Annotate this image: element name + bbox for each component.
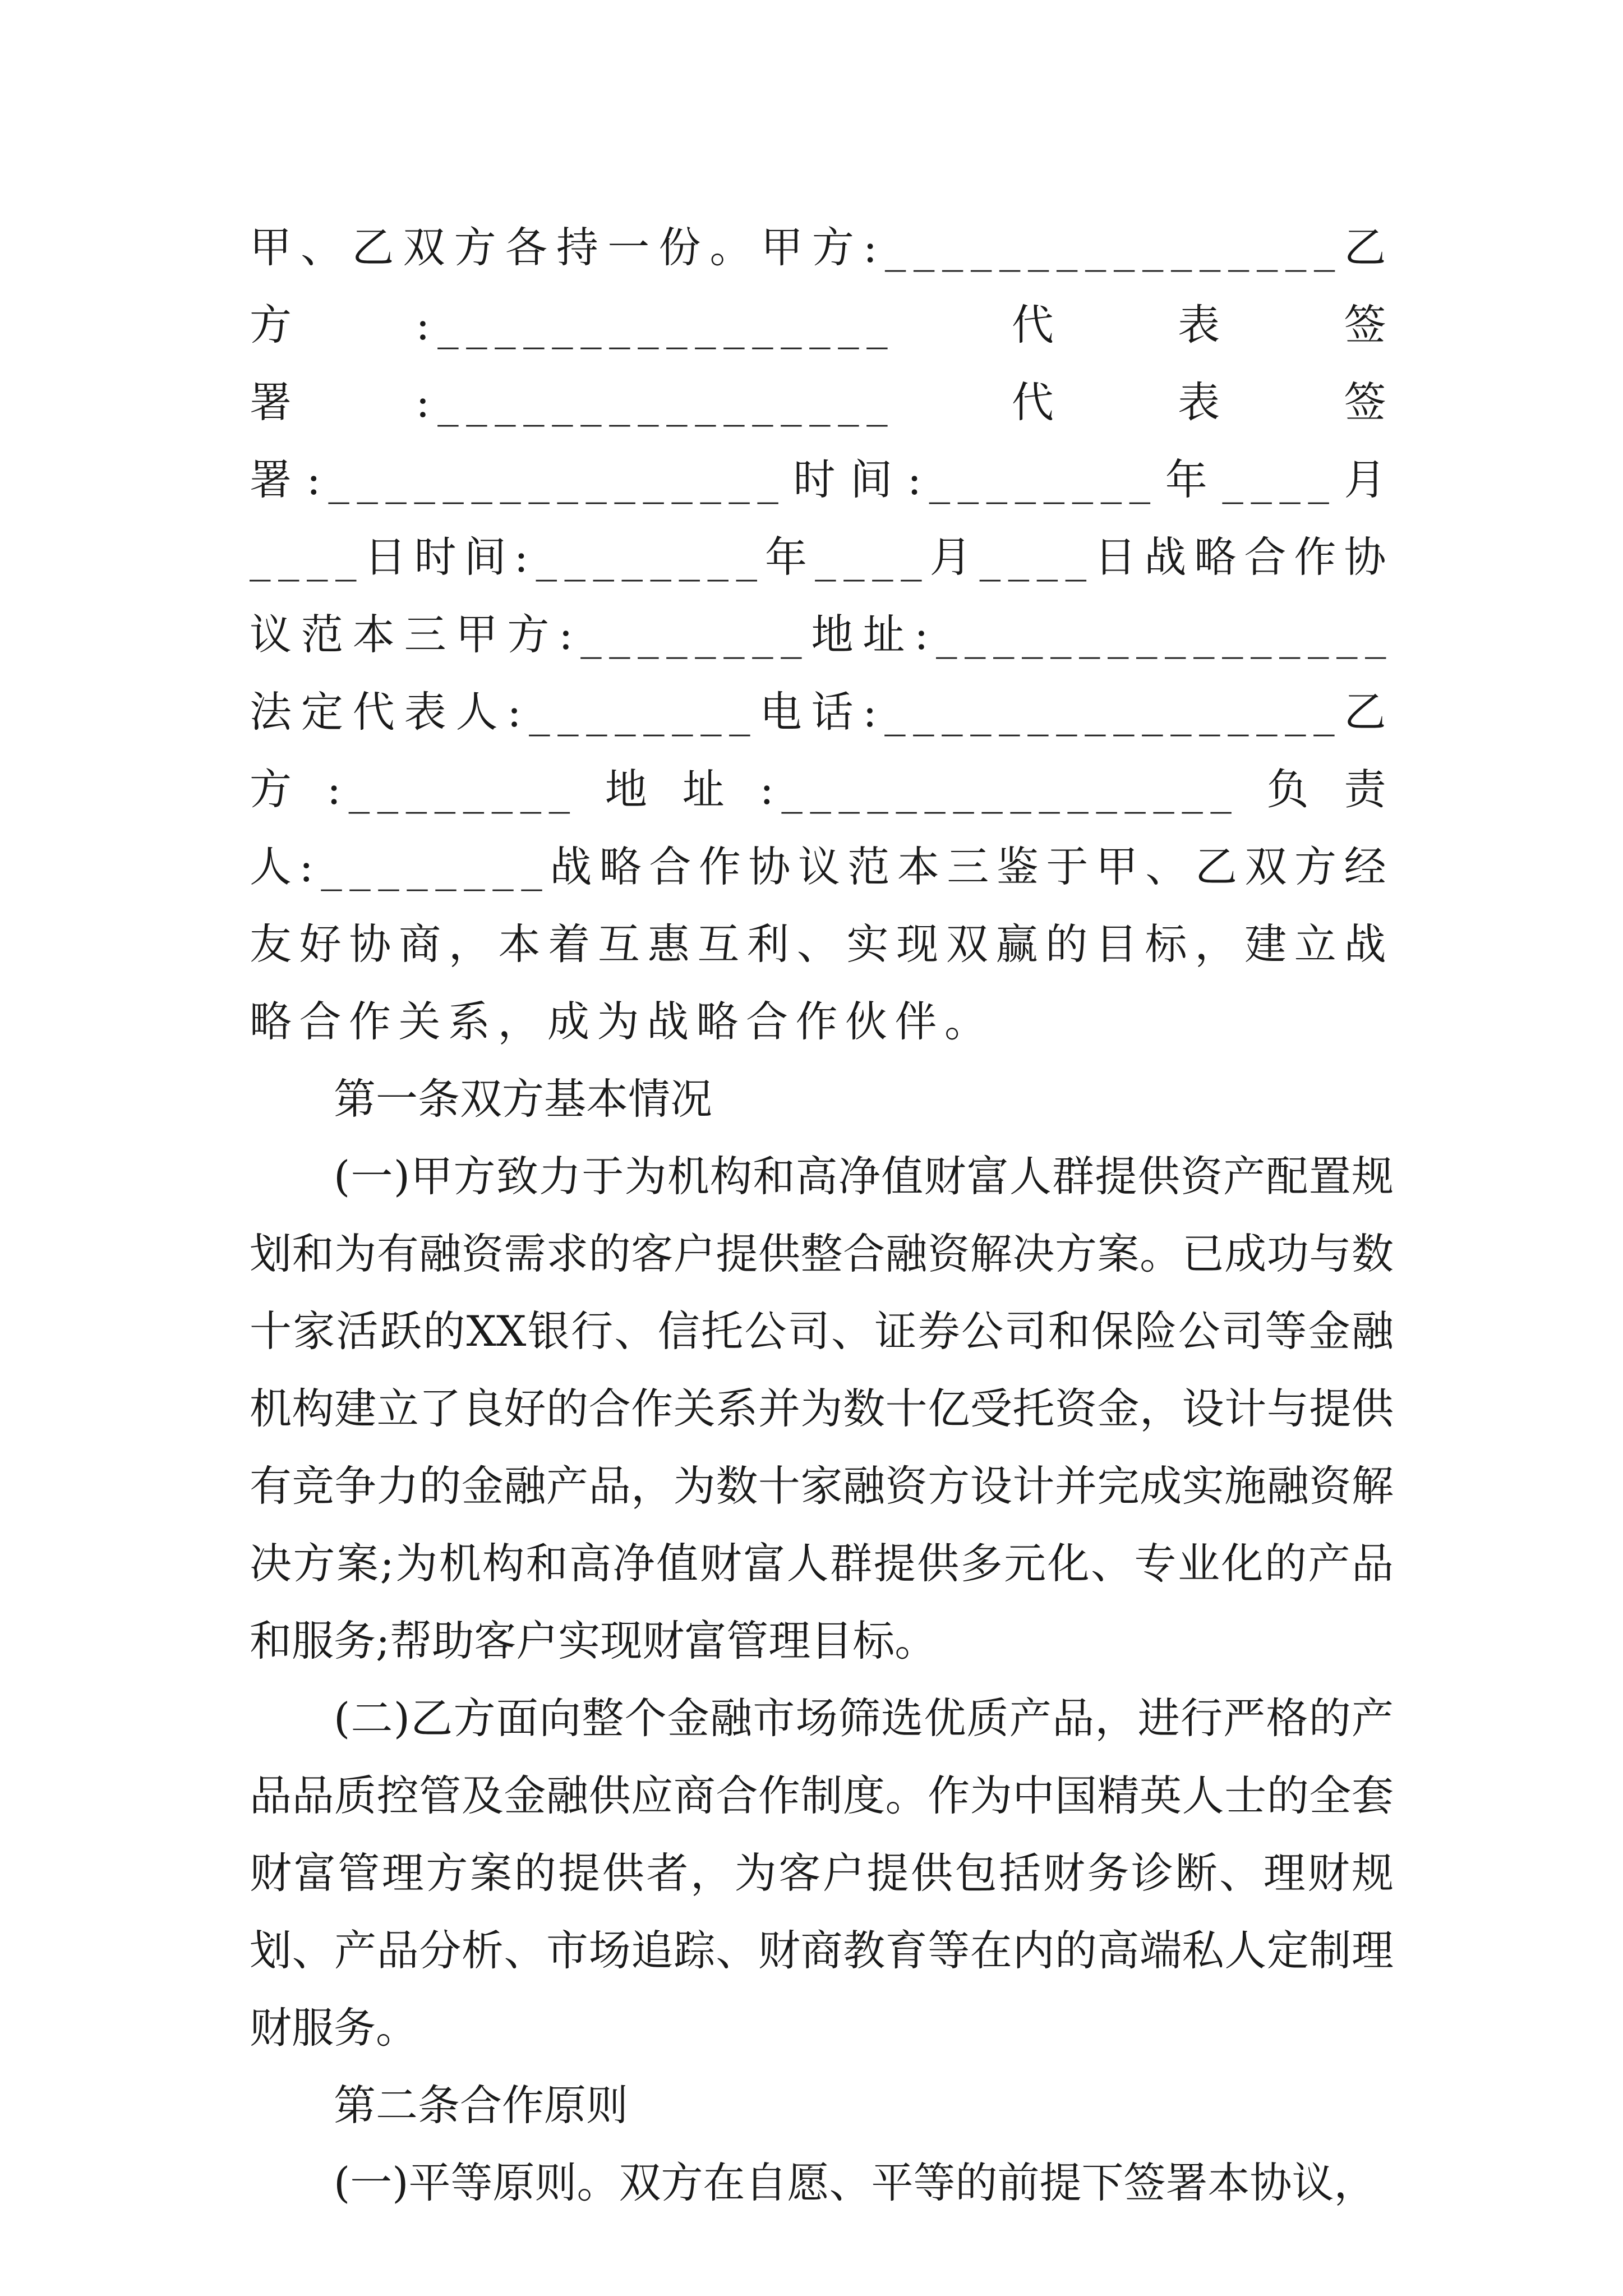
section-heading-1: 第一条双方基本情况 (334, 1074, 713, 1124)
paragraph-signature-block: 甲、乙双方各持一份。甲方:________________乙方:________________代表签署:________________代表签署:________________时间:________年____月____日时间:________年____月____日战略合作协议范本三甲方:________地址:________________法定代表人:________电话:________________乙方:________地址:________________负责人:________战略合作协议范本三鉴于甲、乙双方经友好协商，本着互惠互利、实现双赢的目标，建立战略合作关系，成为战略合作伙伴。 (250, 223, 1394, 1046)
document-body (250, 209, 1394, 2221)
paragraph-party-a: (一)甲方致力于为机构和高净值财富人群提供资产配置规划和为有融资需求的客户提供整合融资解决方案。已成功与数十家活跃的XX银行、信托公司、证券公司和保险公司等金融机构建立了良好的合作关系并为数十亿受托资金，设计与提供有竞争力的金融产品，为数十家融资方设计并完成实施融资解决方案;为机构和高净值财富人群提供多元化、专业化的产品和服务;帮助客户实现财富管理目标。 (250, 1152, 1394, 1665)
paragraph-party-b: (二)乙方面向整个金融市场筛选优质产品，进行严格的产品品质控管及金融供应商合作制度。作为中国精英人士的全套财富管理方案的提供者，为客户提供包括财务诊断、理财规划、产品分析、市场追踪、财商教育等在内的高端私人定制理财服务。 (250, 1694, 1394, 2053)
section-heading-2: 第二条合作原则 (334, 2081, 629, 2130)
paragraph-equality-principle: (一)平等原则。双方在自愿、平等的前提下签署本协议， (334, 2158, 1376, 2207)
